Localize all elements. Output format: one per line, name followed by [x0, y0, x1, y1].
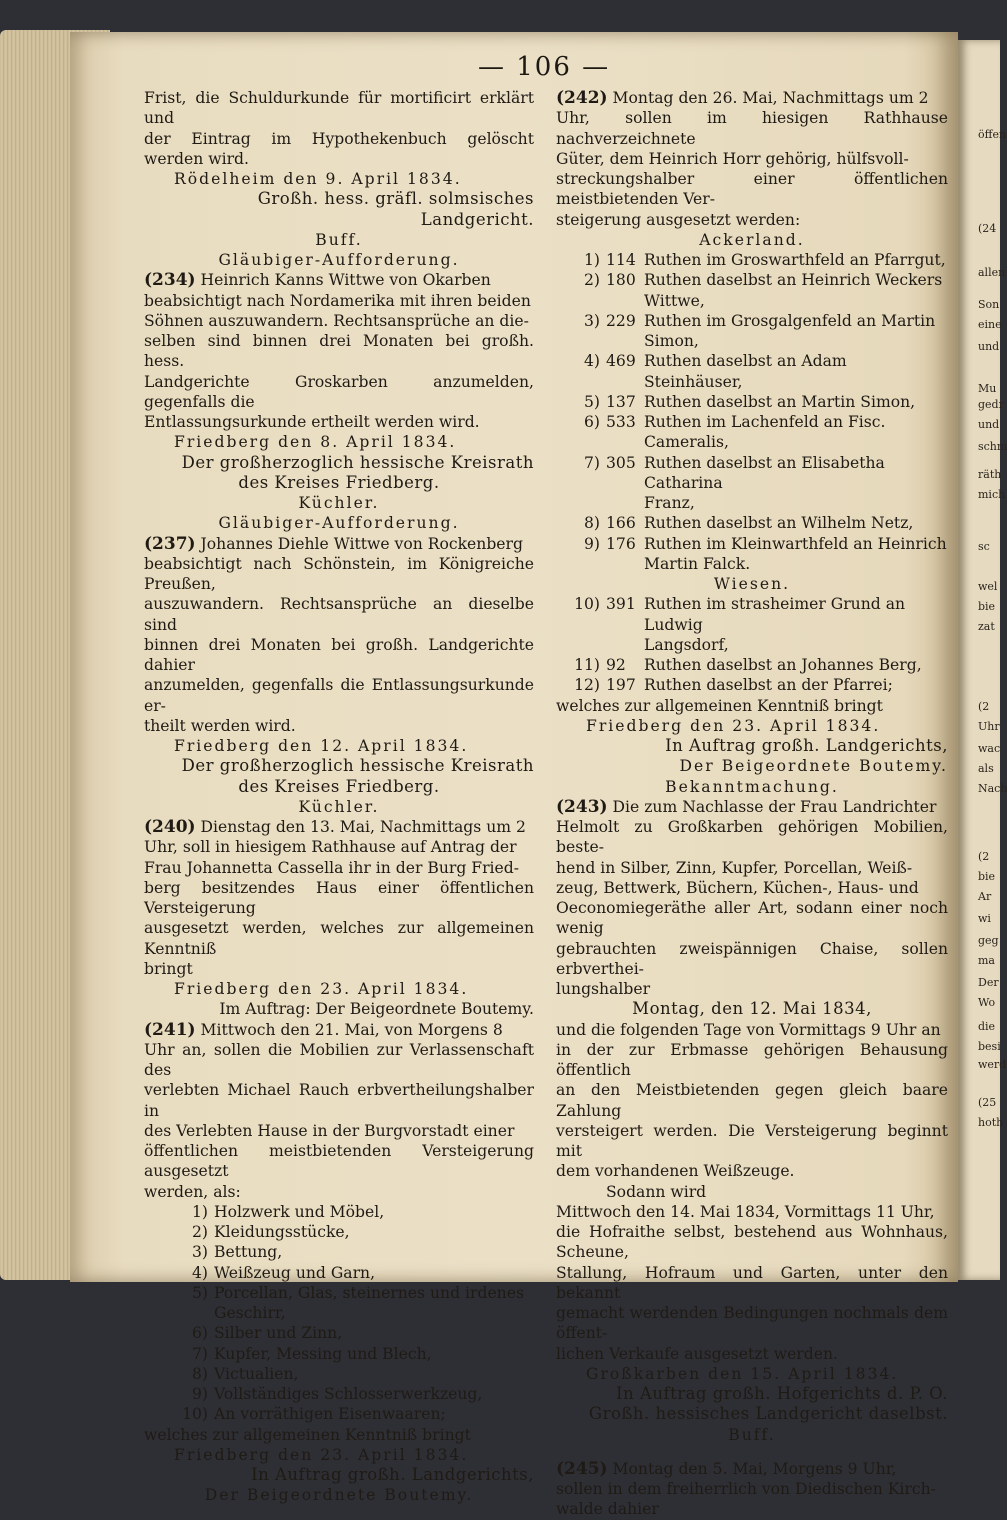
- notice-text-line: lichen Verkaufe ausgesetzt werden.: [556, 1344, 838, 1363]
- notice-text-line: ausgesetzt werden, welches zur allgemeinen Kenntniß: [144, 919, 534, 958]
- right-column: [556, 88, 948, 1520]
- place-date: Friedberg den 12. April 1834.: [174, 737, 469, 755]
- parcel-row: [556, 291, 948, 311]
- place-date: Großkarben den 15. April 1834.: [586, 1364, 899, 1383]
- next-page-fragment: die: [978, 1020, 996, 1033]
- next-page-fragment: Wo: [978, 996, 996, 1009]
- next-page-fragment: Nach: [978, 782, 1007, 795]
- parcel-description: Ruthen daselbst an Wilhelm Netz,: [644, 514, 914, 533]
- item-text: Kleidungsstücke,: [214, 1223, 350, 1241]
- notice-text-line: selben sind binnen drei Monaten bei großh. hess.: [144, 332, 534, 371]
- item-number: 2): [191, 1223, 208, 1241]
- signer: Küchler.: [298, 797, 380, 816]
- parcel-number: 4): [583, 352, 600, 371]
- court-name: Großh. hessisches Landgericht daselbst.: [588, 1404, 948, 1424]
- next-page-fragment: wi: [978, 912, 991, 925]
- notice-text-line: zeug, Bettwerk, Büchern, Küchen-, Haus- und: [556, 878, 919, 897]
- notice-241: [144, 1020, 534, 1040]
- place-date: Rödelheim den 9. April 1834.: [174, 170, 462, 188]
- item-number: 5): [191, 1283, 208, 1302]
- place-date: Friedberg den 23. April 1834.: [174, 1445, 469, 1464]
- notice-240: [144, 817, 534, 837]
- parcel-description: Ruthen im Groswarthfeld an Pfarrgut,: [644, 251, 946, 269]
- next-page-fragment: geg: [978, 934, 999, 947]
- notice-text-line: Heinrich Kanns Wittwe von Okarben: [200, 271, 491, 290]
- notice-text-line: Entlassungsurkunde ertheilt werden wird.: [144, 413, 480, 431]
- notice-text-line: dem vorhandenen Weißzeuge.: [556, 1162, 795, 1181]
- continuation-line: Frist, die Schuldurkunde für mortificirt erklärt und: [144, 89, 534, 128]
- parcel-size: 92: [606, 656, 626, 674]
- items-list: [144, 1202, 534, 1425]
- parcel-number: [556, 331, 606, 351]
- parcel-number: 5): [583, 392, 600, 411]
- authority: Der großherzoglich hessische Kreisrath: [181, 452, 534, 472]
- parcel-row: [556, 412, 948, 453]
- next-page-fragment: (25: [978, 1096, 997, 1109]
- list-item: [144, 1283, 534, 1303]
- next-page-fragment: Son: [978, 298, 1000, 311]
- item-text: Weißzeug und Garn,: [214, 1263, 376, 1282]
- next-page-fragment: (2: [978, 850, 990, 863]
- notice-text-line: hend in Silber, Zinn, Kupfer, Porcellan, Weiß-: [556, 858, 913, 877]
- notice-text-line: Stallung, Hofraum und Garten, unter den bekannt: [556, 1263, 948, 1302]
- notice-text-line: beabsichtigt nach Schönstein, im Königreiche Preußen,: [144, 554, 534, 593]
- notice-text-line: gebrauchten zweispännigen Chaise, sollen erbverthei-: [556, 939, 948, 978]
- notice-heading: Gläubiger-Aufforderung.: [218, 251, 460, 269]
- notice-text-line: Johannes Diehle Wittwe von Rockenberg: [200, 534, 523, 553]
- next-page-fragment: Uhr: [978, 720, 1000, 733]
- notice-text-line: Montag den 5. Mai, Morgens 9 Uhr,: [612, 1459, 897, 1478]
- parcel-row: [556, 675, 948, 695]
- notice-text-line: Söhnen auszuwandern. Rechtsansprüche an die-: [144, 311, 529, 330]
- item-number: 8): [191, 1364, 208, 1383]
- parcel-row: [556, 351, 948, 392]
- parcel-number: 8): [583, 514, 600, 533]
- item-number: 9): [191, 1385, 208, 1403]
- parcel-row: [556, 554, 948, 574]
- parcel-number: 6): [583, 413, 600, 431]
- item-text: An vorräthigen Eisenwaaren;: [214, 1405, 446, 1424]
- parcel-description: Ruthen daselbst an Elisabetha Catharina: [644, 453, 885, 492]
- notice-text-line: theilt werden wird.: [144, 716, 296, 735]
- notice-text-line: Uhr, sollen im hiesigen Rathhause nachverzeichnete: [556, 109, 948, 148]
- signer: Buff.: [315, 230, 363, 249]
- parcel-number: 9): [583, 534, 600, 553]
- parcel-number: [556, 291, 606, 311]
- parcel-row: [556, 534, 948, 554]
- notice-number: (241): [144, 1019, 196, 1040]
- next-page-fragment: allen: [978, 266, 1006, 279]
- parcel-number: 1): [583, 251, 600, 269]
- next-page-fragment: und: [978, 340, 1000, 353]
- parcel-description: Ruthen daselbst an der Pfarrei;: [644, 676, 893, 695]
- notice-text-line: Mittwoch den 21. Mai, von Morgens 8: [200, 1020, 503, 1039]
- parcel-number: 11): [574, 656, 600, 674]
- next-page-fragment: wel: [978, 580, 998, 593]
- parcel-size: 180: [606, 271, 636, 290]
- notice-text-line: Mittwoch den 14. Mai 1834, Vormittags 11 Uhr,: [556, 1202, 935, 1221]
- parcel-row: [556, 453, 948, 494]
- notice-number: (245): [556, 1458, 608, 1479]
- parcel-number: [556, 493, 606, 513]
- page-number: — 106 —: [478, 52, 611, 82]
- notice-text-line: öffentlichen meistbietenden Versteigerung ausgesetzt: [144, 1142, 534, 1181]
- notice-text-line: Uhr an, sollen die Mobilien zur Verlassenschaft des: [144, 1040, 534, 1079]
- item-text: Porcellan, Glas, steinernes und irdenes: [214, 1283, 524, 1302]
- item-text: Holzwerk und Möbel,: [214, 1202, 385, 1221]
- item-number: 7): [191, 1344, 208, 1363]
- next-page-fragment: besi: [978, 1040, 1001, 1053]
- parcel-size: 197: [606, 676, 636, 695]
- list-item: [144, 1364, 534, 1384]
- list-item: [144, 1344, 534, 1364]
- notice-234: [144, 270, 534, 290]
- next-page-fragment: (24: [978, 222, 997, 235]
- notice-number: (234): [144, 270, 196, 291]
- notice-243: [556, 797, 948, 817]
- notice-text-line: gemacht werdenden Bedingungen nochmals dem öffent-: [556, 1304, 948, 1343]
- item-number: 6): [191, 1324, 208, 1343]
- next-page-fragment: bie: [978, 870, 996, 883]
- parcel-number: [556, 554, 606, 574]
- notice-text-line: binnen drei Monaten bei großh. Landgerichte dahier: [144, 635, 534, 674]
- notice-text-line: Oeconomiegeräthe aller Art, sodann einer noch wenig: [556, 899, 948, 938]
- notice-text-line: Helmolt zu Großkarben gehörigen Mobilien, beste-: [556, 818, 948, 857]
- notice-number: (237): [144, 533, 196, 554]
- parcel-description: Wittwe,: [644, 291, 705, 310]
- notice-text-line: die Hofraithe selbst, bestehend aus Wohnhaus, Scheune,: [556, 1223, 948, 1262]
- parcel-size: 176: [606, 534, 636, 553]
- parcel-row: [556, 270, 948, 290]
- next-page-fragment: und: [978, 418, 1000, 431]
- notice-text-line: Sodann wird: [606, 1182, 707, 1201]
- parcel-description: Ruthen im strasheimer Grund an Ludwig: [644, 595, 906, 634]
- place-date: Friedberg den 23. April 1834.: [586, 716, 881, 735]
- parcel-row: [556, 655, 948, 675]
- next-page-fragment: gedr: [978, 398, 1004, 411]
- next-page-fragment: sc: [978, 540, 990, 553]
- parcel-description: Simon,: [644, 332, 699, 350]
- next-page-fragment: öffen: [978, 128, 1007, 141]
- parcel-row: [556, 250, 948, 270]
- notice-number: (240): [144, 817, 196, 837]
- parcel-size: 137: [606, 392, 636, 411]
- next-page-fragment: Mu: [978, 382, 997, 395]
- item-number: 4): [191, 1263, 208, 1282]
- notice-text-line: Landgerichte Groskarben anzumelden, gegenfalls die: [144, 372, 534, 411]
- list-item: [144, 1222, 534, 1242]
- parcel-size: 469: [606, 352, 636, 371]
- parcel-number: 2): [583, 271, 600, 290]
- notice-text-line: Dienstag den 13. Mai, Nachmittags um 2: [200, 818, 526, 836]
- notice-text-line: walde dahier: [556, 1500, 659, 1519]
- authority: des Kreises Friedberg.: [238, 776, 440, 796]
- parcel-row: [556, 392, 948, 412]
- notice-text-line: werden, als:: [144, 1182, 241, 1201]
- item-text: Silber und Zinn,: [214, 1324, 343, 1343]
- parcel-number: 7): [583, 453, 600, 472]
- authority: des Kreises Friedberg.: [238, 472, 440, 492]
- item-text: Vollständiges Schlosserwerkzeug,: [214, 1385, 483, 1403]
- next-page-fragment: hoth: [978, 1116, 1004, 1129]
- next-page-fragment: wac: [978, 742, 1001, 755]
- notice-text-line: bringt: [144, 959, 193, 978]
- parcel-number: 10): [574, 595, 600, 614]
- next-page-fragment: als: [978, 762, 994, 775]
- parcel-description: Ruthen im Lachenfeld an Fisc. Cameralis,: [644, 413, 886, 452]
- place-date: Friedberg den 23. April 1834.: [174, 980, 469, 998]
- parcel-size: [606, 493, 644, 513]
- notice-242: [556, 88, 948, 108]
- parcel-number: 3): [583, 311, 600, 330]
- notice-number: (242): [556, 88, 608, 108]
- parcel-description: Langsdorf,: [644, 635, 729, 654]
- continuation-line: der Eintrag im Hypothekenbuch gelöscht werden wird.: [144, 129, 534, 168]
- parcel-size: [606, 291, 644, 311]
- notice-text-line: beabsichtigt nach Nordamerika mit ihren beiden: [144, 291, 531, 310]
- notice-text-line: versteigert werden. Die Versteigerung beginnt mit: [556, 1121, 948, 1160]
- notice-text-line: Güter, dem Heinrich Horr gehörig, hülfsvoll-: [556, 149, 909, 168]
- next-page-fragment: bie: [978, 600, 996, 613]
- next-page-fragment: ma: [978, 954, 995, 967]
- notice-text-line: des Verlebten Hause in der Burgvorstadt einer: [144, 1121, 515, 1140]
- notice-text-line: Montag den 26. Mai, Nachmittags um 2: [612, 89, 929, 107]
- notice-text-line: lungshalber: [556, 980, 651, 998]
- parcel-size: 114: [606, 251, 636, 269]
- notice-237: [144, 534, 534, 554]
- parcel-row: [556, 311, 948, 331]
- item-number: 3): [191, 1243, 208, 1262]
- notice-text-line: sollen in dem freiherrlich von Diedischen Kirch-: [556, 1480, 936, 1498]
- signer: Der Beigeordnete Boutemy.: [679, 757, 948, 776]
- notice-text-line: und die folgenden Tage von Vormittags 9 Uhr an: [556, 1020, 941, 1039]
- signer: In Auftrag großh. Landgerichts,: [665, 736, 948, 755]
- parcel-size: 166: [606, 514, 636, 533]
- signer: In Auftrag großh. Landgerichts,: [251, 1465, 534, 1484]
- next-page-fragment: Ar: [978, 890, 992, 903]
- list-item: [144, 1323, 534, 1343]
- closing-line: welches zur allgemeinen Kenntniß bringt: [556, 696, 883, 715]
- parcel-list: [556, 594, 948, 695]
- item-text: Geschirr,: [214, 1304, 286, 1322]
- notice-heading: Bekanntmachung.: [665, 777, 839, 796]
- parcel-description: Franz,: [644, 494, 695, 512]
- next-page-fragment: räth: [978, 468, 1002, 481]
- list-item: [144, 1303, 534, 1323]
- item-text: Bettung,: [214, 1243, 283, 1262]
- list-item: [144, 1384, 534, 1404]
- parcel-number: [556, 635, 606, 655]
- next-page-fragment: (2: [978, 700, 990, 713]
- item-text: Kupfer, Messing und Blech,: [214, 1344, 432, 1363]
- notice-text-line: Die zum Nachlasse der Frau Landrichter: [612, 797, 937, 816]
- parcel-size: 229: [606, 311, 636, 330]
- notice-text-line: Frau Johannetta Cassella ihr in der Burg Fried-: [144, 858, 520, 877]
- notice-heading: Gläubiger-Aufforderung.: [218, 514, 460, 533]
- parcel-row: [556, 594, 948, 635]
- list-item: [144, 1263, 534, 1283]
- place-date: Friedberg den 8. April 1834.: [174, 433, 457, 452]
- item-number: 10): [182, 1405, 208, 1424]
- notice-text-line: verlebten Michael Rauch erbvertheilungshalber in: [144, 1081, 534, 1120]
- notice-text-line: anzumelden, gegenfalls die Entlassungsurkunde er-: [144, 676, 534, 715]
- closing-line: welches zur allgemeinen Kenntniß bringt: [144, 1425, 471, 1444]
- parcel-size: 533: [606, 413, 636, 431]
- next-page-fragment: zat: [978, 620, 995, 633]
- parcel-size: [606, 331, 644, 351]
- signer: Küchler.: [298, 494, 380, 512]
- signer: In Auftrag großh. Hofgerichts d. P. O.: [616, 1384, 948, 1403]
- parcel-description: Ruthen im Grosgalgenfeld an Martin: [644, 311, 936, 330]
- parcel-row: [556, 331, 948, 351]
- notice-245: [556, 1459, 948, 1479]
- notice-text-line: berg besitzendes Haus einer öffentlichen Versteigerung: [144, 878, 534, 917]
- signer: Der Beigeordnete Boutemy.: [204, 1486, 474, 1505]
- parcel-row: [556, 493, 948, 513]
- next-page-fragment: werd: [978, 1058, 1007, 1071]
- parcel-size: [606, 635, 644, 655]
- next-page-fragment: Der: [978, 976, 999, 989]
- section-heading: Ackerland.: [699, 230, 805, 249]
- next-page-fragment: mich: [978, 488, 1006, 501]
- court-name: Großh. hess. gräfl. solmsisches Landgericht.: [257, 189, 534, 229]
- item-text: Victualien,: [214, 1364, 299, 1383]
- parcel-row: [556, 513, 948, 533]
- notice-text-line: streckungshalber einer öffentlichen meistbietenden Ver-: [556, 170, 948, 209]
- list-item: [144, 1404, 534, 1424]
- notice-text-line: an den Meistbietenden gegen gleich baare Zahlung: [556, 1081, 948, 1120]
- notice-text-line: in der zur Erbmasse gehörigen Behausung öffentlich: [556, 1040, 948, 1079]
- auction-date: Montag, den 12. Mai 1834,: [632, 999, 872, 1019]
- parcel-description: Ruthen daselbst an Heinrich Weckers: [644, 271, 943, 290]
- next-page-edge: [958, 40, 1007, 1280]
- signer: Buff.: [728, 1425, 776, 1444]
- parcel-size: [606, 554, 644, 574]
- parcel-description: Ruthen im Kleinwarthfeld an Heinrich: [644, 534, 947, 553]
- list-item: [144, 1202, 534, 1222]
- notice-text-line: steigerung ausgesetzt werden:: [556, 210, 801, 229]
- next-page-fragment: eine: [978, 318, 1002, 331]
- section-heading: Wiesen.: [713, 575, 791, 593]
- notice-text-line: Uhr, soll in hiesigem Rathhause auf Antrag der: [144, 838, 517, 857]
- item-number: 1): [191, 1202, 208, 1221]
- parcel-size: 305: [606, 453, 636, 472]
- parcel-list: [556, 250, 948, 574]
- next-page-fragment: schm: [978, 440, 1007, 453]
- parcel-row: [556, 635, 948, 655]
- parcel-description: Ruthen daselbst an Martin Simon,: [644, 392, 916, 411]
- parcel-size: 391: [606, 595, 636, 614]
- notice-number: (243): [556, 796, 608, 817]
- parcel-description: Ruthen daselbst an Adam Steinhäuser,: [644, 352, 847, 391]
- left-column: [144, 88, 534, 1506]
- parcel-description: Martin Falck.: [644, 554, 751, 573]
- authority: Der großherzoglich hessische Kreisrath: [181, 756, 534, 776]
- parcel-description: Ruthen daselbst an Johannes Berg,: [644, 656, 922, 674]
- parcel-number: 12): [574, 676, 600, 695]
- signer: Im Auftrag: Der Beigeordnete Boutemy.: [219, 1000, 534, 1019]
- list-item: [144, 1242, 534, 1262]
- item-number: [144, 1303, 214, 1323]
- notice-text-line: auszuwandern. Rechtsansprüche an dieselbe sind: [144, 595, 534, 634]
